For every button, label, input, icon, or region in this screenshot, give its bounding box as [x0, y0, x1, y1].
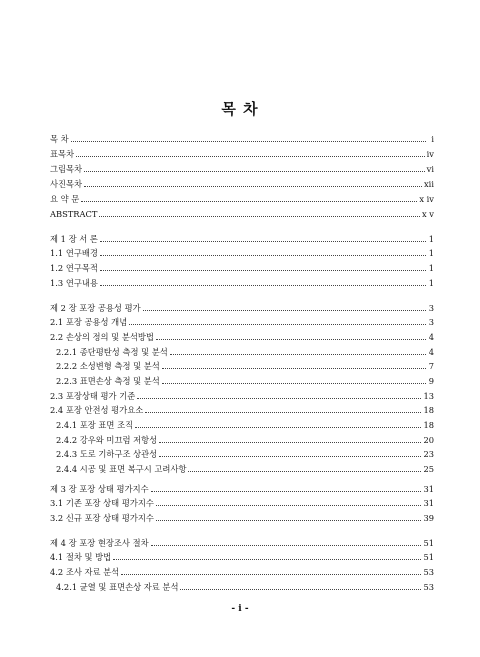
toc-entry-page: 31	[423, 484, 434, 494]
toc-entry[interactable]	[50, 262, 434, 274]
toc-dot-leader	[100, 270, 426, 271]
toc-entry-label: 제 3 장 포장 상태 평가지수	[50, 484, 149, 494]
toc-entry-label: 4.2 조사 자료 분석	[50, 567, 120, 577]
toc-dot-leader	[170, 354, 426, 355]
toc-dot-leader	[121, 574, 421, 575]
toc-entry-page: 3	[428, 317, 434, 327]
toc-entry[interactable]	[50, 178, 434, 190]
toc-entry[interactable]	[50, 448, 434, 460]
toc-entry-page: 53	[423, 567, 434, 577]
toc-entry-page: 4	[428, 347, 434, 357]
toc-entry-page: xii	[424, 179, 434, 189]
toc-entry[interactable]	[50, 375, 434, 387]
toc-entry-page: 1	[428, 263, 434, 273]
toc-entry[interactable]	[50, 512, 434, 524]
toc-entry-page: 51	[423, 552, 434, 562]
toc-entry-page: 20	[423, 435, 434, 445]
toc-entry-page: 3	[428, 303, 434, 313]
toc-dot-leader	[156, 339, 426, 340]
toc-entry-label: 2.3 포장상태 평가 기준	[50, 391, 136, 401]
toc-entry-label: ABSTRACT	[50, 209, 98, 219]
toc-entry-page: i	[431, 134, 434, 144]
toc-entry-label: 2.2 손상의 정의 및 분석방법	[50, 332, 154, 342]
toc-entry-label: 3.1 기존 포장 상태 평가지수	[50, 498, 154, 508]
toc-entry-page: 51	[423, 538, 434, 548]
toc-dot-leader	[156, 520, 422, 521]
toc-entry-label: 사진목차	[50, 179, 83, 189]
page-title	[0, 98, 480, 119]
toc-entry[interactable]	[50, 133, 434, 145]
toc-entry[interactable]	[50, 277, 434, 289]
toc-entry-page: 1	[428, 248, 434, 258]
toc-entry-page: 23	[423, 449, 434, 459]
toc-entry-label: 목 차	[50, 134, 69, 144]
toc-entry-page: 39	[423, 513, 434, 523]
toc-dot-leader	[99, 216, 420, 217]
toc-entry-label: 2.2.1 종단평탄성 측정 및 분석	[56, 347, 168, 357]
toc-entry-label: 표목차	[50, 149, 75, 159]
toc-entry-label: 요 약 문	[50, 194, 80, 204]
toc-dot-leader	[137, 398, 421, 399]
toc-entry-label: 2.4.1 포장 표면 조직	[56, 420, 134, 430]
toc-entry-page: x iv	[419, 194, 434, 204]
toc-entry[interactable]	[50, 360, 434, 372]
toc-dot-leader	[159, 442, 421, 443]
page-number-footer: - i -	[231, 604, 249, 614]
toc-entry-label: 2.4.3 도로 기하구조 상관성	[56, 449, 158, 459]
toc-entry[interactable]	[50, 483, 434, 495]
toc-entry-label: 1.1 연구배경	[50, 248, 98, 258]
toc-dot-leader	[143, 310, 426, 311]
toc-entry[interactable]	[50, 419, 434, 431]
toc-dot-leader	[162, 368, 426, 369]
toc-entry[interactable]	[50, 233, 434, 245]
toc-dot-leader	[188, 471, 421, 472]
toc-dot-leader	[71, 141, 426, 142]
toc-entry-label: 2.2.2 소성변형 측정 및 분석	[56, 361, 160, 371]
toc-entry-label: 2.4.2 강우와 미끄럼 저항성	[56, 435, 158, 445]
toc-entry-label: 2.4 포장 안전성 평가요소	[50, 405, 144, 415]
toc-entry[interactable]	[50, 163, 434, 175]
toc-entry-page: 7	[428, 361, 434, 371]
toc-dot-leader	[151, 545, 422, 546]
toc-entry[interactable]	[50, 497, 434, 509]
toc-entry-label: 1.2 연구목적	[50, 263, 98, 273]
toc-entry-label: 제 1 장 서 론	[50, 234, 98, 244]
toc-entry[interactable]	[50, 193, 434, 205]
toc-entry-label: 1.3 연구내용	[50, 278, 98, 288]
toc-dot-leader	[162, 383, 426, 384]
toc-entry-page: 1	[428, 278, 434, 288]
toc-entry-label: 4.1 절차 및 방법	[50, 552, 112, 562]
page-title-text: 목 차	[221, 100, 259, 118]
toc-dot-leader	[113, 559, 421, 560]
toc-entry[interactable]	[50, 566, 434, 578]
toc-dot-leader	[84, 186, 422, 187]
toc-entry-page: vi	[426, 164, 434, 174]
toc-dot-leader	[81, 201, 417, 202]
toc-dot-leader	[100, 241, 426, 242]
toc-dot-leader	[156, 505, 422, 506]
toc-entry-label: 2.2.3 표면손상 측정 및 분석	[56, 376, 160, 386]
toc-entry[interactable]	[50, 404, 434, 416]
toc-dot-leader	[100, 285, 426, 286]
toc-entry-page: 53	[423, 582, 434, 592]
toc-entry-label: 그림목차	[50, 164, 83, 174]
toc-entry[interactable]	[50, 208, 434, 220]
toc-entry-label: 3.2 신규 포장 상태 평가지수	[50, 513, 154, 523]
toc-entry-page: 13	[423, 391, 434, 401]
toc-entry[interactable]	[50, 463, 434, 475]
toc-dot-leader	[100, 255, 426, 256]
toc-dot-leader	[151, 491, 422, 492]
toc-entry-page: iv	[426, 149, 434, 159]
toc-entry-page: 25	[423, 464, 434, 474]
toc-dot-leader	[84, 171, 425, 172]
toc-dot-leader	[159, 456, 421, 457]
toc-dot-leader	[129, 324, 426, 325]
toc-dot-leader	[135, 427, 421, 428]
toc-entry-label: 제 4 장 포장 현장조사 절차	[50, 538, 149, 548]
toc-entry[interactable]	[50, 316, 434, 328]
toc-dot-leader	[145, 412, 421, 413]
toc-entry-label: 4.2.1 균열 및 표면손상 자료 분석	[56, 582, 179, 592]
toc-entry-page: x v	[421, 209, 434, 219]
toc-entry[interactable]	[50, 390, 434, 402]
toc-entry-page: 18	[423, 420, 434, 430]
toc-entry[interactable]	[50, 434, 434, 446]
toc-entry[interactable]	[50, 331, 434, 343]
toc-entry-page: 31	[423, 498, 434, 508]
toc-entry-label: 2.4.4 시공 및 표면 복구시 고려사항	[56, 464, 187, 474]
toc-entry[interactable]	[50, 581, 434, 593]
toc-entry[interactable]	[50, 537, 434, 549]
toc-dot-leader	[180, 589, 421, 590]
toc-entry[interactable]	[50, 346, 434, 358]
toc-entry[interactable]	[50, 148, 434, 160]
toc-entry-label: 2.1 포장 공용성 개념	[50, 317, 128, 327]
toc-entry-page: 4	[428, 332, 434, 342]
toc-entry-page: 9	[428, 376, 434, 386]
toc-dot-leader	[76, 156, 425, 157]
toc-entry-page: 1	[428, 234, 434, 244]
toc-entry-page: 18	[423, 405, 434, 415]
toc-entry[interactable]	[50, 302, 434, 314]
toc-entry[interactable]	[50, 247, 434, 259]
toc-entry-label: 제 2 장 포장 공용성 평가	[50, 303, 141, 313]
toc-entry[interactable]	[50, 551, 434, 563]
